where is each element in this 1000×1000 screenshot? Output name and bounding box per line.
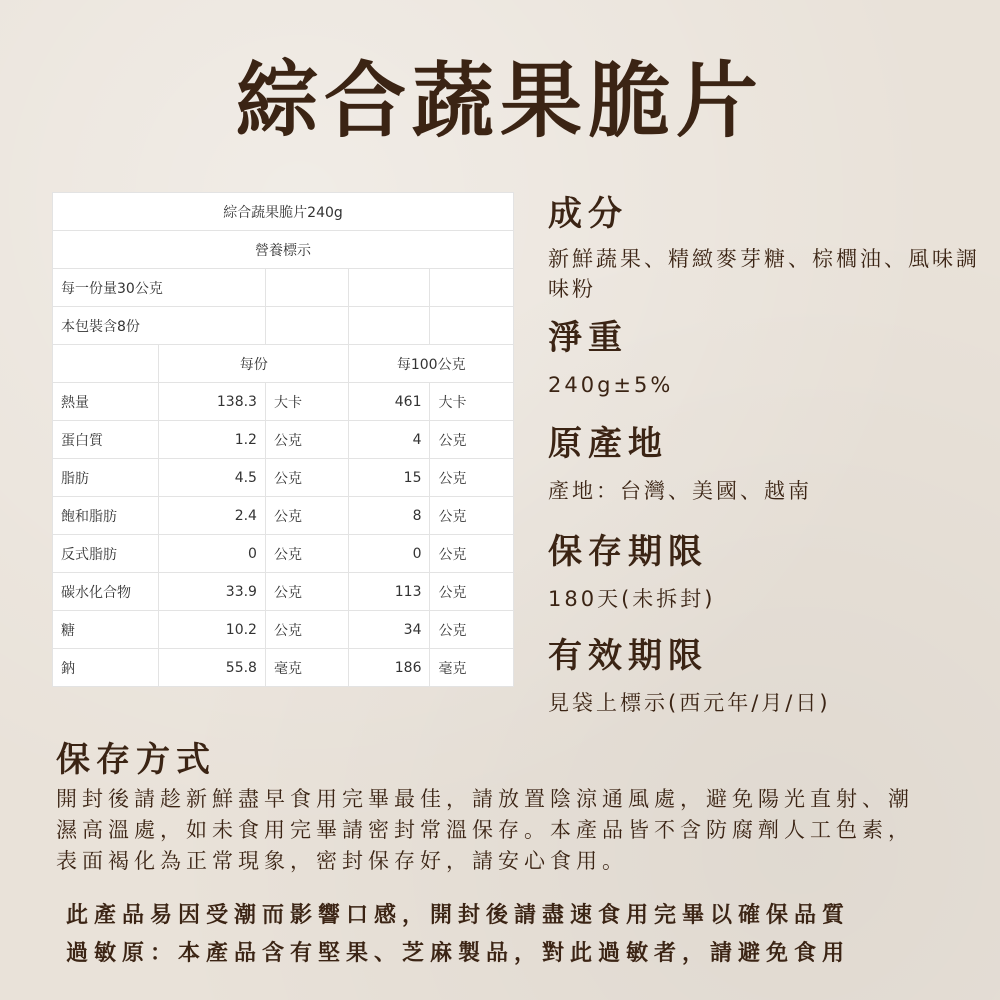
per-serving-value: 0 (159, 535, 266, 573)
nutrition-row (53, 459, 514, 497)
ingredients-section (548, 192, 988, 304)
allergen-note: 過敏原：本產品含有堅果、芝麻製品，對此過敏者，請避免食用 (66, 941, 851, 966)
per-100g-unit: 毫克 (430, 649, 514, 687)
nutrient-name: 碳水化合物 (53, 573, 159, 611)
net-weight-text: 240g±5% (548, 373, 674, 397)
per-100g-value: 34 (349, 611, 430, 649)
per-100g-value: 8 (349, 497, 430, 535)
nutrition-row (53, 649, 514, 687)
servings-per-pack: 本包裝含8份 (53, 307, 266, 345)
per-serving-unit: 毫克 (265, 649, 348, 687)
per-100g-value: 0 (349, 535, 430, 573)
nutrition-row (53, 611, 514, 649)
per-serving-unit: 公克 (265, 497, 348, 535)
page-title: 綜合蔬果脆片 (235, 54, 764, 149)
per-100g-unit: 大卡 (430, 383, 514, 421)
net-weight-heading: 淨重 (548, 318, 628, 358)
per-100g-value: 15 (349, 459, 430, 497)
shelf-life-text: 180天(未拆封) (548, 587, 716, 611)
nutrition-row (53, 573, 514, 611)
origin-section (548, 422, 988, 506)
col-per-serving: 每份 (159, 345, 349, 383)
per-serving-unit: 公克 (265, 459, 348, 497)
per-100g-unit: 公克 (430, 573, 514, 611)
per-100g-unit: 公克 (430, 421, 514, 459)
moisture-note: 此產品易因受潮而影響口感，開封後請盡速食用完畢以確保品質 (66, 903, 851, 928)
per-100g-unit: 公克 (430, 459, 514, 497)
nutrition-product-name: 綜合蔬果脆片240g (53, 193, 514, 231)
nutrition-row (53, 535, 514, 573)
nutrient-name: 鈉 (53, 649, 159, 687)
nutrition-row (53, 383, 514, 421)
per-serving-unit: 公克 (265, 421, 348, 459)
nutrient-name: 蛋白質 (53, 421, 159, 459)
per-100g-value: 461 (349, 383, 430, 421)
per-serving-value: 33.9 (159, 573, 266, 611)
per-100g-unit: 公克 (430, 611, 514, 649)
per-100g-value: 186 (349, 649, 430, 687)
storage-heading: 保存方式 (56, 740, 216, 780)
per-serving-unit: 公克 (265, 573, 348, 611)
nutrition-heading: 營養標示 (53, 231, 514, 269)
per-100g-value: 4 (349, 421, 430, 459)
ingredients-text: 新鮮蔬果、精緻麥芽糖、棕櫚油、風味調味粉 (548, 247, 980, 301)
per-serving-unit: 公克 (265, 535, 348, 573)
per-serving-value: 4.5 (159, 459, 266, 497)
nutrient-name: 脂肪 (53, 459, 159, 497)
col-per-100g: 每100公克 (349, 345, 514, 383)
expiry-heading: 有效期限 (548, 636, 708, 676)
nutrient-name: 反式脂肪 (53, 535, 159, 573)
shelf-life-heading: 保存期限 (548, 532, 708, 572)
per-100g-unit: 公克 (430, 535, 514, 573)
storage-text: 開封後請趁新鮮盡早食用完畢最佳，請放置陰涼通風處，避免陽光直射、潮濕高溫處，如未食用完畢請密封常溫保存。本產品皆不含防腐劑人工色素，表面褐化為正常現象，密封保存好，請安心食用。 (56, 787, 914, 873)
per-serving-unit: 大卡 (265, 383, 348, 421)
nutrient-name: 飽和脂肪 (53, 497, 159, 535)
expiry-text: 見袋上標示(西元年/月/日) (548, 691, 831, 715)
per-serving-unit: 公克 (265, 611, 348, 649)
nutrient-name: 熱量 (53, 383, 159, 421)
ingredients-heading: 成分 (548, 194, 628, 234)
per-100g-unit: 公克 (430, 497, 514, 535)
origin-text: 產地：台灣、美國、越南 (548, 479, 812, 503)
serving-size: 每一份量30公克 (53, 269, 266, 307)
per-serving-value: 55.8 (159, 649, 266, 687)
nutrition-row (53, 421, 514, 459)
nutrition-row (53, 497, 514, 535)
per-100g-value: 113 (349, 573, 430, 611)
net-weight-section (548, 316, 988, 400)
nutrition-table (52, 192, 514, 687)
per-serving-value: 2.4 (159, 497, 266, 535)
expiry-section (548, 634, 988, 718)
origin-heading: 原產地 (548, 424, 668, 464)
per-serving-value: 10.2 (159, 611, 266, 649)
per-serving-value: 1.2 (159, 421, 266, 459)
shelf-life-section (548, 530, 988, 614)
nutrient-name: 糖 (53, 611, 159, 649)
per-serving-value: 138.3 (159, 383, 266, 421)
